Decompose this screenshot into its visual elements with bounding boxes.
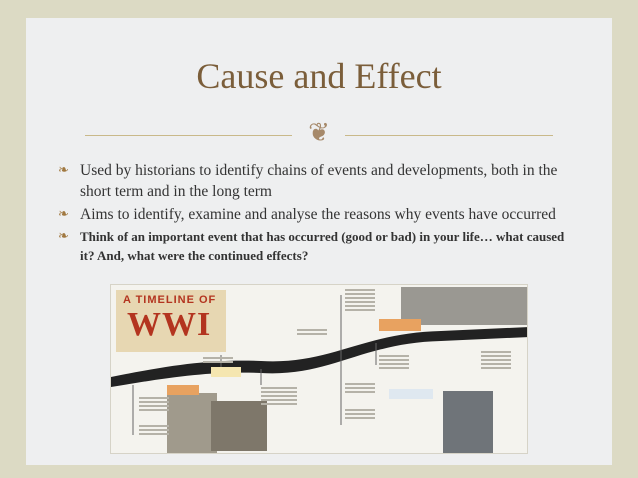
- bullet-text: Used by historians to identify chains of events and developments, both in the short term and in the long term: [80, 162, 558, 200]
- divider-left: [85, 135, 292, 136]
- timeline-note: [203, 357, 233, 365]
- date-label-box: [211, 367, 241, 377]
- timeline-note: [139, 425, 169, 437]
- photo-trench: [211, 401, 267, 451]
- photo-portrait: [167, 393, 217, 453]
- bullet-text: Aims to identify, examine and analyse the reasons why events have occurred: [80, 206, 556, 223]
- timeline-note: [297, 329, 327, 337]
- timeline-note: [261, 387, 297, 407]
- slide-title: Cause and Effect: [196, 56, 442, 96]
- photo-battle: [443, 391, 493, 453]
- timeline-note: [345, 409, 375, 421]
- scroll-bullet-icon: ❧: [58, 229, 69, 244]
- timeline-note: [345, 383, 375, 395]
- timeline-heading-small: A TIMELINE OF: [123, 294, 217, 306]
- bullet-item: [58, 204, 578, 225]
- scroll-bullet-icon: ❧: [58, 163, 69, 178]
- date-label-box: [379, 319, 421, 331]
- timeline-note: [139, 397, 169, 413]
- wwi-timeline-image: [110, 284, 528, 454]
- date-label-box: [167, 385, 199, 395]
- divider-right: [345, 135, 553, 136]
- date-label-box: [389, 389, 433, 399]
- bullet-text: Think of an important event that has occurred (good or bad) in your life… what caused it? And, what were the continued effects?: [80, 229, 565, 263]
- timeline-note: [379, 355, 409, 371]
- decorative-flourish-icon: ❦: [308, 118, 330, 148]
- timeline-heading-big: WWI: [127, 306, 212, 343]
- bullet-item: [58, 160, 578, 202]
- timeline-note: [481, 351, 511, 371]
- scroll-bullet-icon: ❧: [58, 207, 69, 222]
- bullet-list: [58, 160, 578, 267]
- timeline-note: [345, 289, 375, 313]
- bullet-item: [58, 227, 578, 265]
